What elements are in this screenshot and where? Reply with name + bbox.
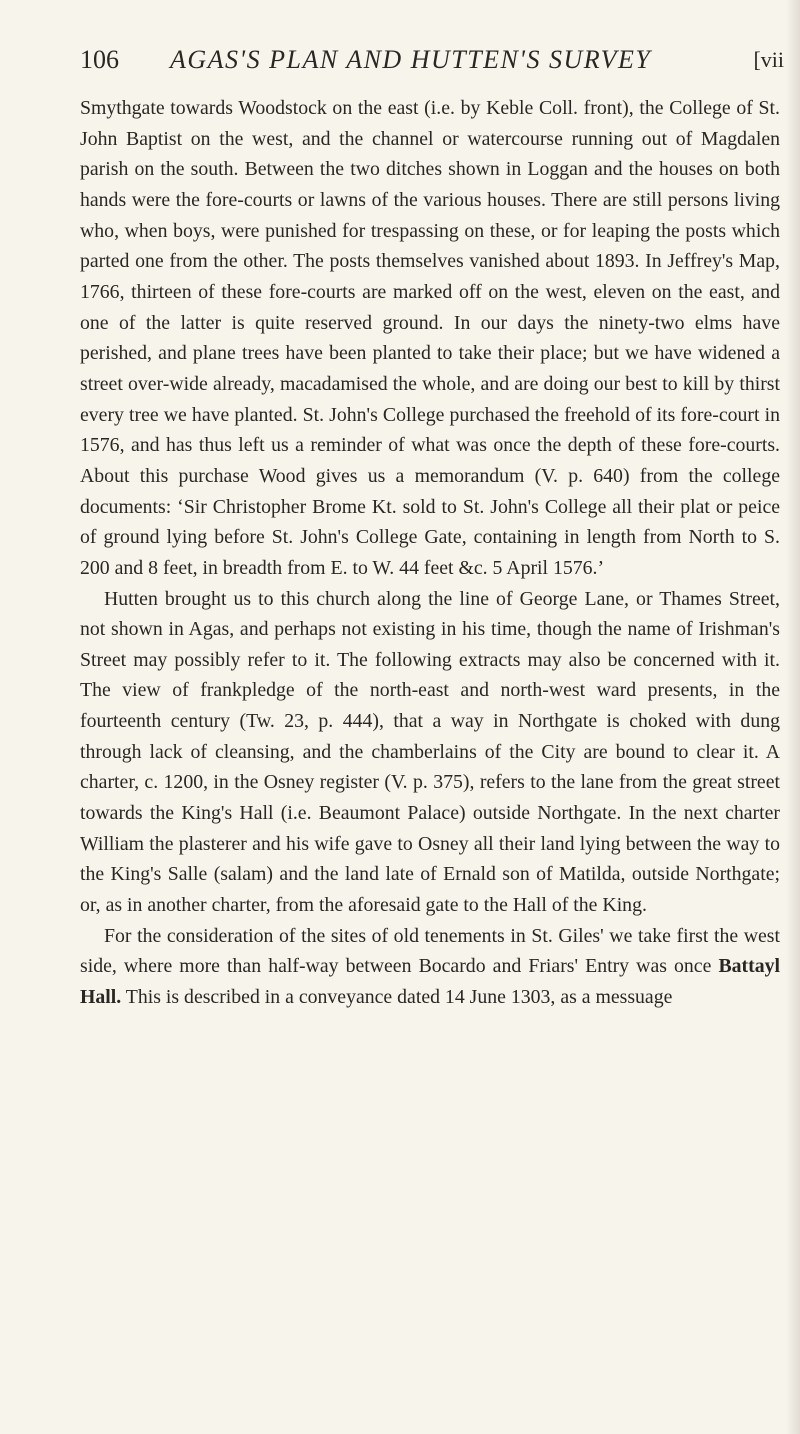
page-number: 106 bbox=[80, 45, 119, 74]
page-edge-shadow bbox=[786, 0, 800, 1434]
bold-heading-text: Battayl Hall. bbox=[80, 955, 780, 1009]
chapter-mark: [vii bbox=[753, 47, 784, 72]
paragraph-text: For the consideration of the sites of old tenements in St. Giles' we take first the west side, where more than half-way between Bocardo and Friars' Entry was once bbox=[80, 924, 780, 978]
paragraph: Smythgate towards Woodstock on the east (i.e. by Keble Coll. front), the College of St. John Baptist on the west, and the channel or watercourse running out of Magdalen parish on the south. Between the two ditches shown in Loggan and the houses on both hands were the fore-courts or lawns of the various houses. There are still persons living who, when boys, were punished for trespassing on these, or for leaping the posts which parted one from the other. The posts themselves vanished about 1893. In Jeffrey's Map, 1766, thirteen of these fore-courts are marked off on the west, eleven on the east, and one of the latter is quite reserved ground. In our days the ninety-two elms have perished, and plane trees have been planted to take their place; but we have widened a street over-wide already, macadamised the whole, and are doing our best to kill by thirst every tree we have planted. St. John's College purchased the freehold of its fore-court in 1576, and has thus left us a reminder of what was once the depth of these fore-courts. About this purchase Wood gives us a memorandum (V. p. 640) from the college documents: ‘Sir Christopher Brome Kt. sold to St. John's College all their plat or peice of ground lying before St. John's College Gate, containing in length from North to S. 200 and 8 feet, in breadth from E. to W. 44 feet &c. 5 April 1576.’ bbox=[80, 97, 780, 579]
body-text bbox=[80, 93, 780, 1013]
paragraph-text: This is described in a conveyance dated 14 June 1303, as a messuage bbox=[121, 986, 673, 1009]
page-header bbox=[80, 42, 784, 78]
paragraph: Hutten brought us to this church along the line of George Lane, or Thames Street, not shown in Agas, and perhaps not existing in his time, though the name of Irishman's Street may possibly refer to it. The following extracts may also be concerned with it. The view of frankpledge of the north-east and north-west ward presents, in the fourteenth century (Tw. 23, p. 444), that a way in Northgate is choked with dung through lack of cleansing, and the chamberlains of the City are bound to clear it. A charter, c. 1200, in the Osney register (V. p. 375), refers to the lane from the great street towards the King's Hall (i.e. Beaumont Palace) outside Northgate. In the next charter William the plasterer and his wife gave to Osney all their land lying between the way to the King's Salle (salam) and the land late of Ernald son of Matilda, outside Northgate; or, as in another charter, from the aforesaid gate to the Hall of the King. bbox=[80, 587, 780, 917]
paragraph bbox=[80, 921, 780, 1013]
running-title: AGAS'S PLAN AND HUTTEN'S SURVEY bbox=[170, 45, 652, 74]
